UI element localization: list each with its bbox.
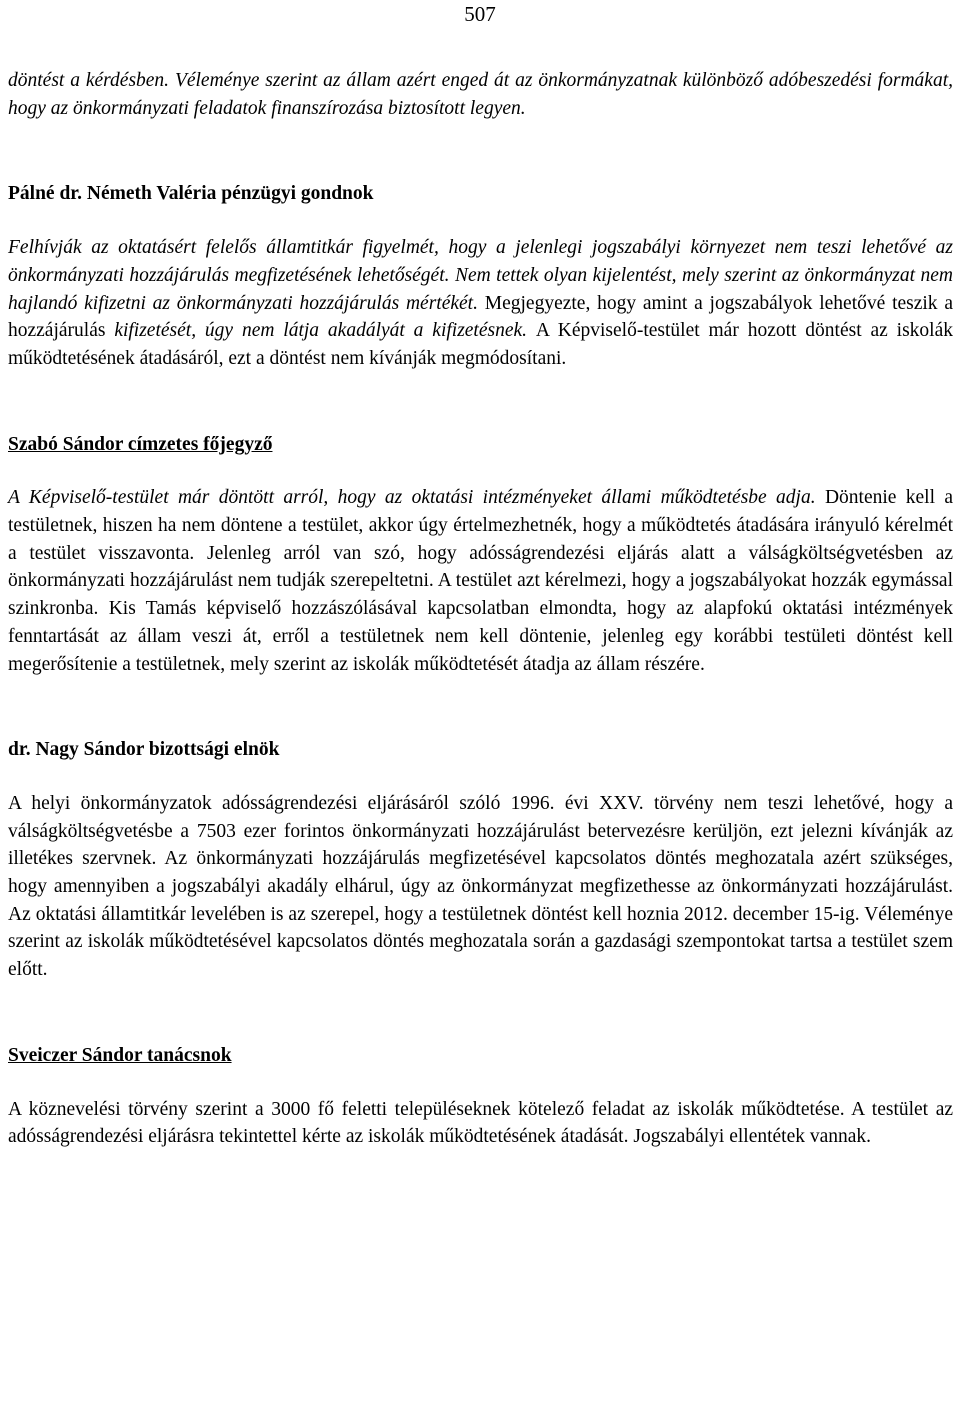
paragraph-szabo: [8, 484, 953, 678]
page-number: 507: [464, 2, 496, 26]
speaker-heading-nemeth: [8, 180, 953, 208]
speaker-name: Sveiczer Sándor tanácsnok: [8, 1044, 232, 1066]
paragraph-text: kifizetését, úgy nem látja akadályát a kifizetésnek.: [114, 320, 536, 342]
speaker-heading-sveiczer: [8, 1042, 953, 1070]
speaker-heading-nagy: [8, 736, 953, 764]
paragraph-nemeth: [8, 234, 953, 373]
speaker-name: Németh Valéria pénzügyi gondnok: [86, 183, 374, 205]
speaker-prefix: Pálné dr.: [8, 183, 87, 205]
paragraph-sveiczer: [8, 1096, 953, 1151]
paragraph-text: A köznevelési törvény szerint a 3000 fő feletti településeknek kötelező feladat az iskolák működtetése. A testület az adósságrendezési eljárásra tekintettel kérte az iskolák működtetésének átadását. Jogszabályi ellentétek vannak.: [8, 1098, 953, 1148]
speaker-name: Szabó Sándor címzetes főjegyző: [8, 433, 273, 455]
paragraph-nagy: [8, 790, 953, 984]
paragraph-text: Felhívják az oktatásért felelős államtitkár figyelmét, hogy a jelenlegi jogszabályi környezet nem teszi lehetővé az önkormányzati hozzájárulás megfizetésének lehetőségét. Nem tettek olyan kijelentést, mely szerint az önkormányzat nem hajlandó kifizetni az önkormányzati hozzájárulás mértékét.: [8, 237, 953, 314]
speaker-prefix: dr.: [8, 739, 36, 761]
speaker-heading-szabo: [8, 431, 953, 459]
paragraph-intro-continuation: [8, 67, 953, 122]
paragraph-text: A Képviselő-testület már döntött arról, hogy az oktatási intézményeket állami működtetésbe adja.: [8, 487, 825, 509]
paragraph-text: Megjegyezte, hogy amint a jogszabályok lehetővé teszik a hozzájárulás: [8, 292, 953, 342]
paragraph-text: Döntenie kell a testületnek, hiszen ha nem döntene a testület, akkor úgy értelmezhetnék, hogy a működtetés átadására irányuló kérelmét a testület visszavonta. Jelenleg arról van szó, hogy adósságrendezési eljárás alatt a válságköltségvetésben az önkormányzati hozzájárulást nem tudják szerepeltetni. A testület azt kérelmezi, hogy a jogszabályokat hozzák egymással szinkronba. Kis Tamás képviselő hozzászólásával kapcsolatban elmondta, hogy az alapfokú oktatási intézmények fenntartását az állam veszi át, erről a testületnek nem kell döntenie, jelenleg egy korábbi testületi döntést kell megerősítenie a testületnek, mely szerint az iskolák működtetését átadja az állam részére.: [8, 487, 954, 675]
paragraph-text: döntést a kérdésben. Véleménye szerint az állam azért enged át az önkormányzatnak különböző adóbeszedési formákat, hogy az önkormányzati feladatok finanszírozása biztosított legyen.: [8, 70, 953, 119]
paragraph-text: A helyi önkormányzatok adósságrendezési eljárásáról szóló 1996. évi XXV. törvény nem teszi lehetővé, hogy a válságköltségvetésbe a 7503 ezer forintos önkormányzati hozzájárulást betervezésre kerüljön, ezt jelezni kívánják az illetékes szervnek. Az önkormányzati hozzájárulás megfizetésével kapcsolatos döntés meghozatala azért szükséges, hogy amennyiben a jogszabályi akadály elhárul, úgy az önkormányzat megfizethesse az önkormányzati hozzájárulást. Az oktatási államtitkár levelében is az szerepel, hogy a testületnek döntést kell hoznia 2012. december 15-ig. Véleménye szerint az iskolák működtetésével kapcsolatos döntés meghozatala során a gazdasági szempontokat tartsa a testület szem előtt.: [8, 792, 953, 981]
speaker-name: Nagy Sándor bizottsági elnök: [35, 739, 280, 761]
document-body: [8, 67, 953, 1151]
paragraph-text: A Képviselő-testület már hozott döntést az iskolák működtetésének átadásáról, ezt a döntést nem kívánják megmódosítani.: [8, 320, 953, 369]
